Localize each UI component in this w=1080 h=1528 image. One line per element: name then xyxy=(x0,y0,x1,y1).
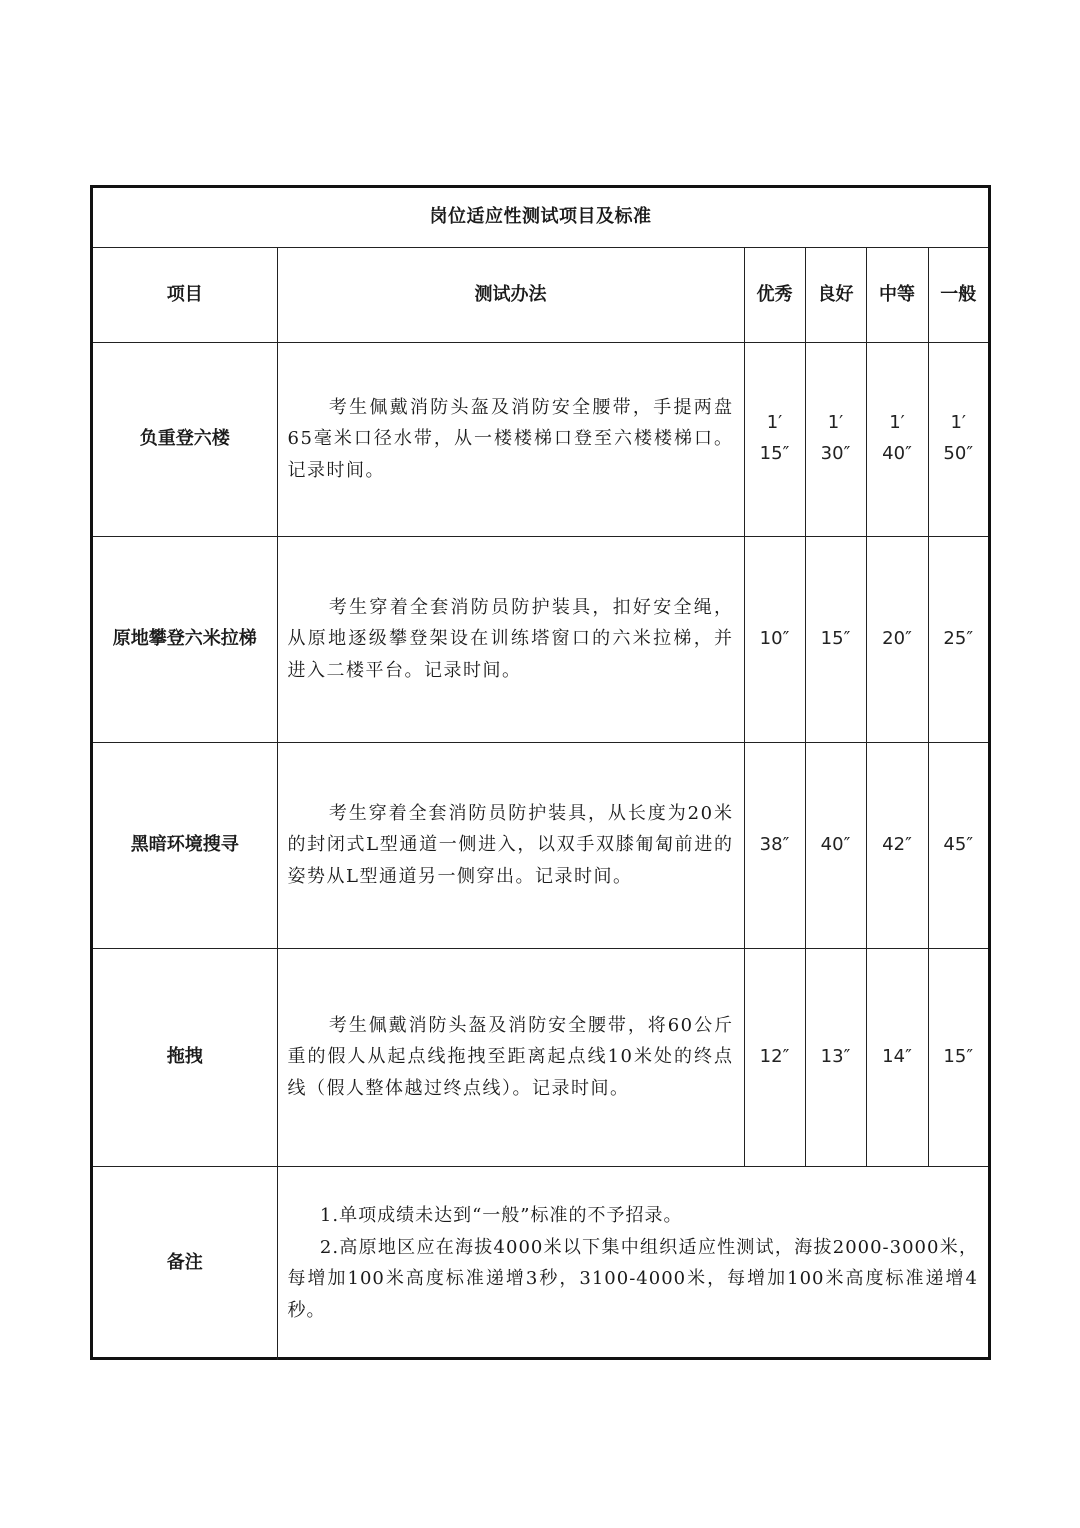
row-method xyxy=(277,536,744,742)
row-item: 黑暗环境搜寻 xyxy=(93,742,277,948)
score-minutes: 1′ xyxy=(827,412,844,434)
header-medium: 中等 xyxy=(866,247,928,342)
score-minutes: 1′ xyxy=(889,412,905,434)
score-good: 15″ xyxy=(805,536,866,742)
score-minutes: 1′ xyxy=(950,412,967,434)
note-line-1: 1.单项成绩未达到“一般”标准的不予招录。 xyxy=(319,1205,683,1227)
method-text: 考生佩戴消防头盔及消防安全腰带，手提两盘65毫米口径水带，从一楼楼梯口登至六楼楼梯口。记录时间。 xyxy=(287,396,734,481)
score-good: 40″ xyxy=(805,742,866,948)
notes-label: 备注 xyxy=(93,1166,277,1360)
score-seconds: 15″ xyxy=(759,443,790,464)
table-row xyxy=(93,948,988,1166)
score-general: 25″ xyxy=(928,536,988,742)
score-medium xyxy=(866,342,928,536)
row-method xyxy=(277,342,744,536)
score-general xyxy=(928,342,988,536)
score-seconds: 50″ xyxy=(943,443,974,464)
row-item: 拖拽 xyxy=(93,948,277,1166)
score-excellent xyxy=(744,342,805,536)
table-row xyxy=(93,742,988,948)
header-row xyxy=(93,247,988,342)
score-seconds: 40″ xyxy=(882,443,912,464)
header-good: 良好 xyxy=(805,247,866,342)
row-item: 负重登六楼 xyxy=(93,342,277,536)
score-excellent: 10″ xyxy=(744,536,805,742)
header-item: 项目 xyxy=(93,247,277,342)
score-good: 13″ xyxy=(805,948,866,1166)
table-title: 岗位适应性测试项目及标准 xyxy=(93,188,988,247)
table-row xyxy=(93,342,988,536)
method-text: 考生穿着全套消防员防护装具，扣好安全绳，从原地逐级攀登架设在训练塔窗口的六米拉梯，并进入二楼平台。记录时间。 xyxy=(287,596,734,681)
header-method: 测试办法 xyxy=(277,247,744,342)
score-general: 45″ xyxy=(928,742,988,948)
method-text: 考生穿着全套消防员防护装具，从长度为20米的封闭式L型通道一侧进入，以双手双膝匍匐前进的姿势从L型通道另一侧穿出。记录时间。 xyxy=(287,802,734,887)
score-medium: 20″ xyxy=(866,536,928,742)
score-medium: 42″ xyxy=(866,742,928,948)
method-text: 考生佩戴消防头盔及消防安全腰带，将60公斤重的假人从起点线拖拽至距离起点线10米处的终点线（假人整体越过终点线）。记录时间。 xyxy=(287,1014,734,1099)
score-excellent: 38″ xyxy=(744,742,805,948)
score-minutes: 1′ xyxy=(766,412,783,434)
notes-content xyxy=(277,1166,988,1360)
row-item: 原地攀登六米拉梯 xyxy=(93,536,277,742)
notes-row xyxy=(93,1166,988,1360)
title-row xyxy=(93,188,988,247)
note-line-2: 2.高原地区应在海拔4000米以下集中组织适应性测试，海拔2000-3000米，每增加100米高度标准递增3秒，3100-4000米，每增加100米高度标准递增4秒。 xyxy=(287,1236,978,1321)
score-good xyxy=(805,342,866,536)
score-seconds: 30″ xyxy=(820,443,851,464)
standards-table xyxy=(93,188,988,1360)
score-general: 15″ xyxy=(928,948,988,1166)
header-general: 一般 xyxy=(928,247,988,342)
score-medium: 14″ xyxy=(866,948,928,1166)
standards-table-frame xyxy=(90,185,991,1360)
row-method xyxy=(277,948,744,1166)
table-row xyxy=(93,536,988,742)
score-excellent: 12″ xyxy=(744,948,805,1166)
header-excellent: 优秀 xyxy=(744,247,805,342)
row-method xyxy=(277,742,744,948)
